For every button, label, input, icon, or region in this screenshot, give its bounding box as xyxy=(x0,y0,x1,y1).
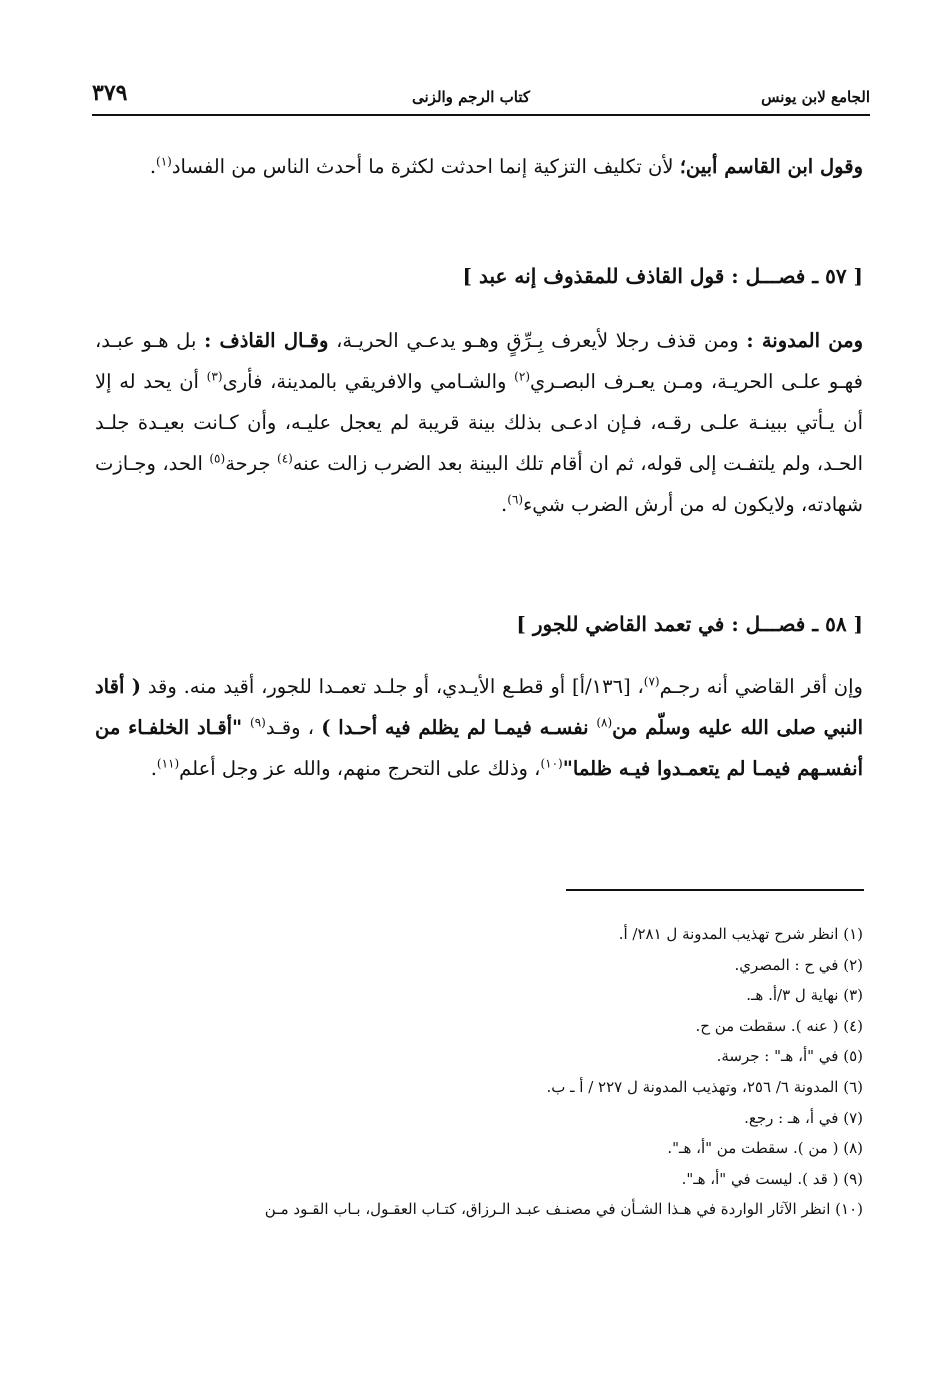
book-title: الجامع لابن يونس xyxy=(761,88,870,106)
paragraph-2-bold-2: وقـال القاذف : xyxy=(204,329,329,352)
paragraph-1-lead: وقول ابن القاسم أبين؛ xyxy=(679,155,863,178)
section-heading-57: [ ٥٧ ـ فصـــل : قول القاذف للمقذوف إنه عبد ] xyxy=(462,264,863,288)
footnote-item: (١٠) انظر الآثار الواردة في هـذا الشـأن في مصنـف عبـد الـرزاق، كتـاب العقـول، بـاب القـود مـن xyxy=(264,1200,863,1219)
paragraph-3-end: . xyxy=(150,757,157,780)
paragraph-3-text-3: ، وقـد xyxy=(265,716,322,739)
footnote-ref-10: (١٠) xyxy=(540,756,563,771)
footnote-ref-4: (٤) xyxy=(277,451,293,466)
footnote-item: (٣) نهاية ل ٣/أ. هـ. xyxy=(746,986,863,1005)
paragraph-2-text-6: الحد، وجـازت شهادته، ولايكون له من أرش الضرب شيء xyxy=(95,452,863,516)
paragraph-2-text-1: ومن قذف رجلا لأيعرف بِـرِّقٍ وهـو يدعـي الحريـة، xyxy=(328,329,747,352)
paragraph-2-text-4: أن يحد له إلا أن يـأتي ببينـة علـى رقـه، فـإن ادعـى بذلك بينة قريبة لم يعجل عليـه، وأن كـانت بعيـدة جلـد الحـد، ولم يلتفـت إلى قوله، ثم ان أقام تلك البينة بعد الضرب زالت عنه xyxy=(95,370,863,475)
footnote-ref-9: (٩) xyxy=(250,715,266,730)
footnote-ref-3: (٣) xyxy=(206,369,223,384)
paragraph-1 xyxy=(95,146,863,187)
paragraph-2-end: . xyxy=(501,493,508,516)
footnote-ref-6: (٦) xyxy=(507,492,524,507)
section-title: كتاب الرجم والزنى xyxy=(411,88,530,106)
paragraph-3-text-2: ، [١٣٦/أ] أو قطـع الأيـدي، أو جلـد تعمـدا للجور، أقيد منه. وقد xyxy=(141,675,644,698)
section-heading-58: [ ٥٨ ـ فصـــل : في تعمد القاضي للجور ] xyxy=(516,612,863,636)
paragraph-1-end: . xyxy=(149,155,157,178)
footnote-ref-2: (٢) xyxy=(514,369,530,384)
footnote-item: (٢) في ح : المصري. xyxy=(734,955,863,974)
footnote-item: (٦) المدونة ٦/ ٢٥٦، وتهذيب المدونة ل ٢٢٧ / أ ـ ب. xyxy=(546,1077,863,1096)
footnote-item: (٧) في أ، هـ : رجع. xyxy=(744,1108,863,1127)
paragraph-3-bold-1: ( أقاد النبي صلى الله عليه وسلّم من xyxy=(95,675,863,739)
footnote-item: (٩) ( قد ). ليست في "أ، هـ". xyxy=(681,1169,863,1188)
footnote-item: (١) انظر شرح تهذيب المدونة ل ٢٨١/ أ. xyxy=(618,925,863,943)
footnote-ref-1: (١) xyxy=(156,154,172,169)
footnote-ref-7: (٧) xyxy=(643,674,660,689)
paragraph-2-lead: ومن المدونة : xyxy=(746,329,863,352)
footnotes-list xyxy=(83,919,863,1225)
paragraph-3 xyxy=(95,666,863,789)
paragraph-2 xyxy=(95,320,863,525)
paragraph-3-bold-3: "أقـاد الخلفـاء من أنفسـهم فيمـا لم يتعمـدوا فيـه ظلما" xyxy=(95,716,863,780)
paragraph-2-text-5: جرحة xyxy=(225,452,278,475)
footnote-divider xyxy=(566,889,864,891)
footnote-ref-11: (١١) xyxy=(156,756,180,771)
paragraph-3-text-4: ، وذلك على التحرج منهم، والله عز وجل أعلم xyxy=(179,757,541,780)
footnote-item: (٥) في "أ، هـ" : جرسة. xyxy=(716,1047,863,1066)
page-number: ٣٧٩ xyxy=(92,80,128,106)
page-header xyxy=(92,78,870,116)
paragraph-3-text-1: وإن أقر القاضي أنه رجـم xyxy=(659,675,863,698)
footnote-item: (٤) ( عنه ). سقطت من ح. xyxy=(695,1016,863,1035)
paragraph-3-bold-2: نفسـه فيمـا لم يظلم فيه أحـدا ) xyxy=(321,716,597,739)
paragraph-1-text: لأن تكليف التزكية إنما احدثت لكثرة ما أحدث الناس من الفساد xyxy=(171,155,680,178)
footnote-ref-8: (٨) xyxy=(596,715,613,730)
footnote-item: (٨) ( من ). سقطت من "أ، هـ". xyxy=(667,1139,863,1158)
paragraph-2-text-3: والشـامي والافريقي بالمدينة، فأرى xyxy=(222,370,515,393)
footnote-ref-5: (٥) xyxy=(209,451,226,466)
paragraph-2-text-2: بل هـو عبـد، فهـو علـى الحريـة، ومـن يعـرف البصـري xyxy=(95,329,863,393)
